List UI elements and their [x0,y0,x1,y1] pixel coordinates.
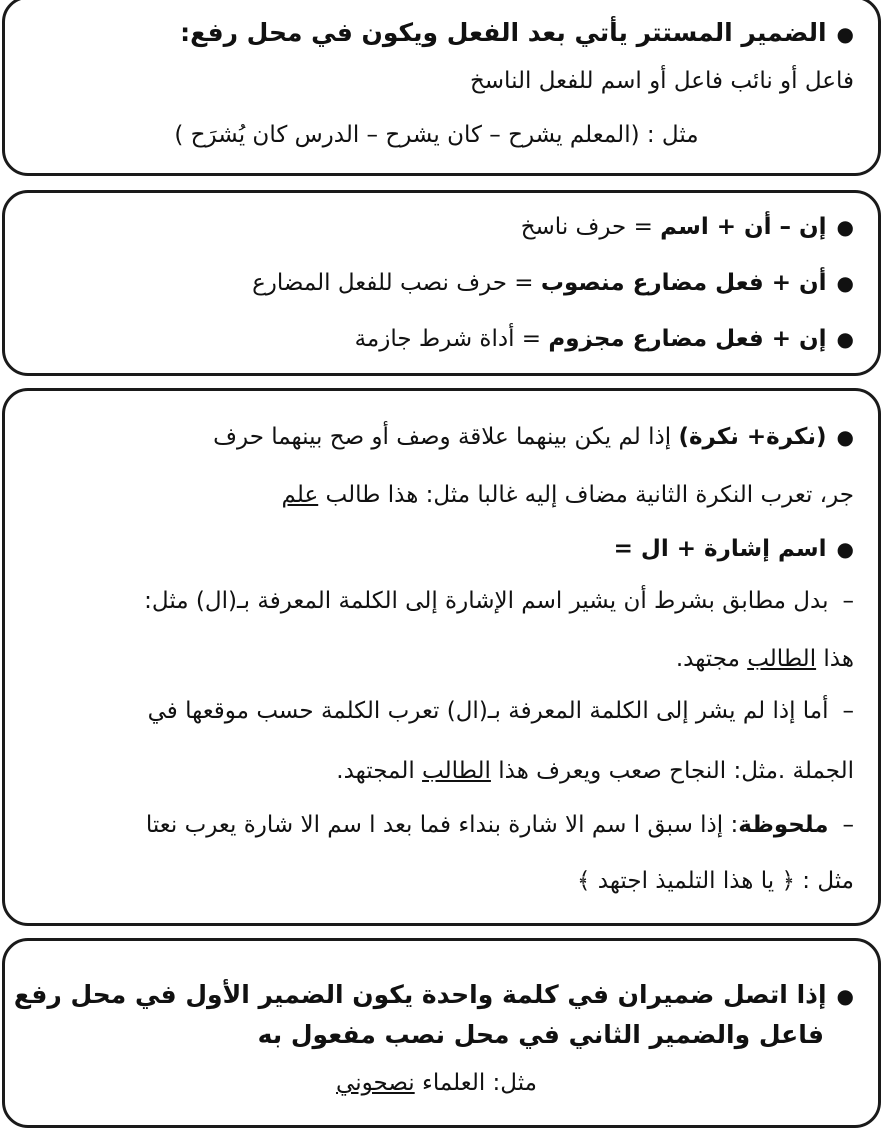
dash-item [19,805,854,845]
item-rest: = حرف نصب للفعل المضارع [252,270,541,296]
item-bold: إن – أن + اسم [660,214,827,240]
list-item [19,529,854,569]
item-bold: فاعل والضمير الثاني في محل نصب مفعول به [257,1020,824,1049]
dash-item-continuation [19,639,854,679]
bullet-icon: ● [836,215,854,239]
rule-text: فاعل أو نائب فاعل أو اسم للفعل الناسخ [469,68,854,94]
rule-example: مثل : (المعلم يشرح – كان يشرح – الدرس كان يُشرَح ) [174,122,699,148]
dash-icon: – [842,588,854,614]
bullet-icon: ● [836,984,854,1008]
underlined-word: الطالب [422,758,491,784]
item-text: : إذا سبق ا سم الا شارة بنداء فما بعد ا سم الا شارة يعرب نعتا [145,812,739,838]
item-text: بدل مطابق بشرط أن يشير اسم الإشارة إلى الكلمة المعرفة بـ(ال) مثل: [144,588,829,614]
list-item-continuation [19,1015,824,1055]
item-bold: (نكرة+ نكرة) [678,424,827,450]
dash-icon: – [842,698,854,724]
list-item-continuation [19,475,854,515]
list-item [13,975,854,1015]
rule-box-hidden-pronoun [2,0,881,176]
rule-title [19,13,854,53]
text-part: الجملة .مثل: النجاح صعب ويعرف هذا [490,758,854,784]
item-bold: إن + فعل مضارع مجزوم [548,326,827,352]
dash-item [19,581,854,621]
text-part: جر، تعرب النكرة الثانية مضاف إليه غالبا مثل: هذا طالب [318,482,854,508]
list-item [19,417,854,457]
underlined-word: نصحوني [336,1070,415,1096]
dash-icon: – [842,812,854,838]
bullet-icon: ● [836,425,854,449]
item-rest: = أداة شرط جازمة [354,326,549,352]
rule-box-indefinite-demonstrative [2,388,881,926]
text-part: مثل: العلماء [414,1070,537,1096]
item-bold: اسم إشارة + ال = [613,536,827,562]
dash-item-example: مثل : ﴿ يا هذا التلميذ اجتهد ﴾ [576,868,854,894]
text-part: هذا [816,646,854,672]
list-item [19,319,854,359]
bullet-icon: ● [836,537,854,561]
list-item [19,207,854,247]
bullet-icon: ● [836,327,854,351]
item-text: أما إذا لم يشر إلى الكلمة المعرفة بـ(ال) تعرب الكلمة حسب موقعها في [147,698,829,724]
note-label: ملحوظة [738,812,829,838]
bullet-icon: ● [836,22,854,46]
list-item [19,263,854,303]
rule-box-in-an [2,190,881,376]
text-part: مجتهد. [675,646,748,672]
rule-title-text: الضمير المستتر يأتي بعد الفعل ويكون في محل رفع: [180,18,827,47]
item-rest: = حرف ناسخ [520,214,661,240]
bullet-icon: ● [836,271,854,295]
underlined-word: علم [281,482,319,508]
rule-box-two-pronouns [2,938,881,1128]
dash-item [19,691,854,731]
rule-example [19,1063,854,1103]
dash-item-continuation [19,751,854,791]
underlined-word: الطالب [747,646,817,672]
item-bold: إذا اتصل ضميران في كلمة واحدة يكون الضمير الأول في محل رفع [13,980,827,1009]
item-rest: إذا لم يكن بينهما علاقة وصف أو صح بينهما حرف [213,424,679,450]
item-bold: أن + فعل مضارع منصوب [540,270,827,296]
text-part: المجتهد. [336,758,423,784]
